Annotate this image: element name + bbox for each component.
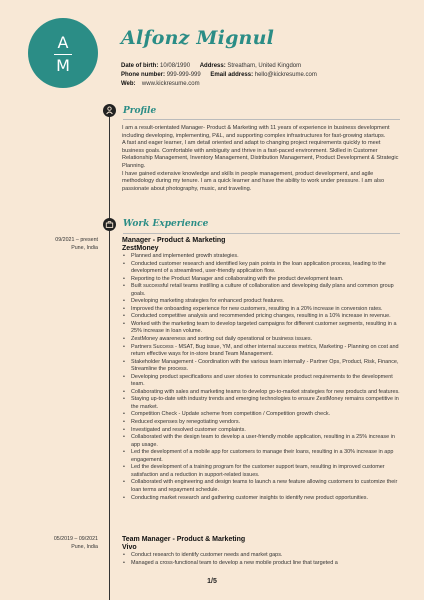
list-item: • Conduct research to identify customer needs and market gaps. bbox=[123, 552, 401, 560]
list-item: • Developing marketing strategies for enhanced product features. bbox=[123, 298, 401, 306]
list-item: • Developing product specifications and user stories to communicate product requirements to the development team. bbox=[123, 374, 401, 389]
address-label: Address: bbox=[199, 63, 226, 69]
profile-paragraph: I have gained extensive knowledge and skills in people management, product development, and agile methodology during my tenure. I am a quick learner and have the ability to work under pressure. I am also passionate about photography, music, and traveling. bbox=[122, 170, 385, 192]
dob-label: Date of birth: bbox=[121, 63, 159, 69]
job-2-meta bbox=[54, 535, 98, 551]
list-item: • Staying up-to-date with industry trends and emerging technologies to ensure ZestMoney remains competitive in the market. bbox=[123, 396, 401, 411]
list-item: • Collaborated with the design team to develop a user-friendly mobile application, resulting in a 25% increase in app usage. bbox=[123, 434, 401, 449]
timeline-line bbox=[109, 107, 110, 600]
list-item: • Partners Success - MSAT, Bug issue, YM, and other internal success metrics, Marketing - Planning on cost and return effective ways for in-store brand Team Management. bbox=[123, 344, 401, 359]
job-2-company: Vivo bbox=[122, 544, 137, 551]
work-divider bbox=[123, 233, 400, 234]
list-item: • Built successful retail teams instilling a culture of collaboration and developing daily plans and common group goals. bbox=[123, 283, 401, 298]
job-1-dates: 09/2021 – present bbox=[55, 237, 98, 243]
list-item: • Led the development of a training program for the customer support team, resulting in improved customer satisfaction and a reduction in support-related issues. bbox=[123, 464, 401, 479]
list-item: • Investigated and resolved customer complaints. bbox=[123, 427, 401, 435]
list-item: • Planned and implemented growth strategies. bbox=[123, 253, 401, 261]
avatar bbox=[28, 18, 98, 88]
email-label: Email address: bbox=[210, 72, 254, 78]
list-item: • Conducting market research and gathering customer insights to identify new product opportunities. bbox=[123, 495, 401, 503]
address-value: Streatham, United Kingdom bbox=[227, 63, 302, 69]
web-value[interactable]: www.kickresume.com bbox=[141, 81, 200, 87]
job-1-bullets bbox=[123, 253, 401, 502]
profile-divider bbox=[123, 119, 400, 120]
list-item: • Worked with the marketing team to develop targeted campaigns for different customer segments, resulting in a 25% increase in loan volume. bbox=[123, 321, 401, 336]
list-item: • Led the development of a mobile app for customers to manage their loans, resulting in a 30% increase in app engagement. bbox=[123, 449, 401, 464]
list-item: • Competition Check - Update scheme from competition / Competition growth check. bbox=[123, 411, 401, 419]
person-icon bbox=[103, 104, 116, 117]
list-item: • Collaborating with sales and marketing teams to develop go-to-market strategies for new products and features. bbox=[123, 389, 401, 397]
list-item: • Stakeholder Management - Coordination with the various team internally - Partner Ops, Product, Risk, Finance, Streamline the process. bbox=[123, 359, 401, 374]
profile-text bbox=[122, 125, 404, 193]
job-2-title: Team Manager - Product & Marketing bbox=[122, 536, 246, 543]
job-1-meta bbox=[55, 236, 98, 252]
job-1-title: Manager - Product & Marketing bbox=[122, 237, 226, 244]
list-item: • Reporting to the Product Manager and collaborating with the product development team. bbox=[123, 276, 401, 284]
briefcase-icon bbox=[103, 218, 116, 231]
info-line-2 bbox=[121, 72, 317, 78]
phone-label: Phone number: bbox=[121, 72, 166, 78]
profile-paragraph: A fast and eager learner, I am detail oriented and adapt to changing project requirements quickly to meet business goals. Comfortable with ambiguity and thrive in a fast-paced environment. Skilled in Customer Relationship Management, Inventory Management, Distribution Management, Product Development & Strategic Planning. bbox=[122, 140, 399, 169]
list-item: • ZestMoney awareness and sorting out daily operational or business issues. bbox=[123, 336, 401, 344]
job-2-dates: 05/2019 – 09/2021 bbox=[53, 536, 98, 542]
list-item: • Conducted customer research and identified key pain points in the loan application process, leading to the development of a streamlined, user-friendly application flow. bbox=[123, 261, 401, 276]
list-item: • Collaborated with engineering and design teams to launch a new feature allowing customers to customize their loan terms and repayment schedule. bbox=[123, 479, 401, 494]
job-1-company: ZestMoney bbox=[122, 245, 159, 252]
avatar-initial-top: A bbox=[57, 33, 69, 52]
profile-title: Profile bbox=[123, 106, 157, 116]
phone-value: 999-999-999 bbox=[166, 72, 201, 78]
work-title: Work Experience bbox=[123, 219, 209, 229]
dob-value: 10/08/1990 bbox=[160, 63, 191, 69]
list-item: • Improved the onboarding experience for new customers, resulting in a 20% increase in conversion rates. bbox=[123, 306, 401, 314]
page-number: 1/5 bbox=[207, 578, 217, 585]
list-item: • Conducted competitive analysis and recommended pricing changes, resulting in a 10% increase in revenue. bbox=[123, 313, 401, 321]
info-line-1 bbox=[121, 63, 301, 69]
avatar-initial-bottom: M bbox=[56, 56, 70, 75]
profile-paragraph: I am a result-orientated Manager- Product & Marketing with 11 years of experience in business development including developing, implementing, P&L, and supporting complex infrastructures for fast-growing startups. bbox=[122, 125, 390, 139]
job-2-location: Pune, India bbox=[71, 544, 98, 550]
job-2-bullets bbox=[123, 552, 401, 567]
email-value[interactable]: hello@kickresume.com bbox=[254, 72, 317, 78]
avatar-divider bbox=[54, 54, 72, 55]
list-item: • Managed a cross-functional team to develop a new mobile product line that targeted a bbox=[123, 560, 401, 568]
info-line-3 bbox=[121, 81, 200, 87]
list-item: • Reduced expenses by renegotiating vendors. bbox=[123, 419, 401, 427]
candidate-name: Alfonz Mignul bbox=[121, 27, 275, 49]
job-1-location: Pune, India bbox=[71, 245, 98, 251]
web-label: Web: bbox=[121, 81, 136, 87]
